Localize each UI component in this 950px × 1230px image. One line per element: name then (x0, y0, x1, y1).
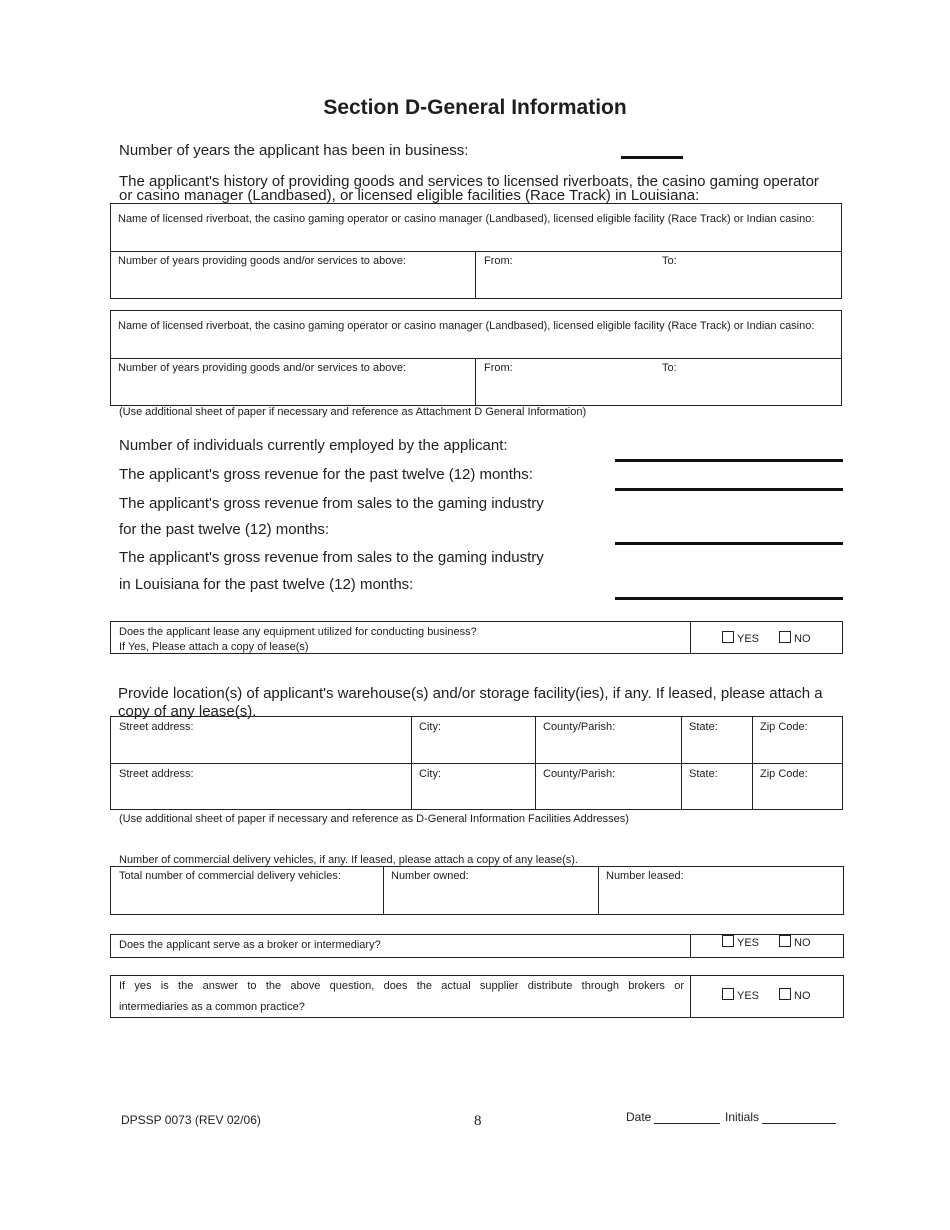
years-in-business-field[interactable] (621, 156, 683, 159)
broker-no-option[interactable]: NO (779, 935, 811, 949)
checkbox-icon[interactable] (722, 935, 734, 947)
history-years-label: Number of years providing goods and/or services to above: (118, 255, 406, 267)
history-name-label: Name of licensed riverboat, the casino gaming operator or casino manager (Landbased), licensed eligible facility (Race Track) or Indian casino: (118, 320, 815, 332)
la-revenue-field[interactable] (615, 597, 843, 600)
checkbox-icon[interactable] (779, 935, 791, 947)
employees-label: Number of individuals currently employed by the applicant: (119, 437, 508, 454)
state-label: State: (689, 721, 718, 733)
date-field[interactable] (654, 1123, 720, 1124)
lease-no-option[interactable]: NO (779, 631, 811, 645)
la-revenue-label-line1: The applicant's gross revenue from sales to the gaming industry (119, 549, 544, 566)
gross-revenue-field[interactable] (615, 488, 843, 491)
history-intro: The applicant's history of providing goods and services to licensed riverboats, the casino gaming operator or casino manager (Landbased), or licensed eligible facilities (Race Track) in Louisiana: (119, 173, 819, 204)
history-to-field[interactable] (662, 379, 832, 403)
warehouse-intro-line2: copy of any lease(s). (118, 703, 257, 720)
supplier-question-line1: If yes is the answer to the above question, does the actual supplier distribute through brokers or (119, 980, 684, 992)
page-title: Section D-General Information (323, 96, 627, 119)
city-label: City: (419, 721, 441, 733)
lease-question-line2: If Yes, Please attach a copy of lease(s) (119, 641, 309, 653)
history-to-label: To: (662, 362, 677, 374)
supplier-yes-option[interactable]: YES (722, 988, 759, 1002)
zip-label: Zip Code: (760, 721, 808, 733)
checkbox-icon[interactable] (779, 988, 791, 1000)
checkbox-icon[interactable] (722, 631, 734, 643)
supplier-no-option[interactable]: NO (779, 988, 811, 1002)
history-to-label: To: (662, 255, 677, 267)
zip-label: Zip Code: (760, 768, 808, 780)
history-name-label: Name of licensed riverboat, the casino gaming operator or casino manager (Landbased), licensed eligible facility (Race Track) or Indian casino: (118, 213, 815, 225)
initials-label: Initials (725, 1110, 760, 1124)
history-from-label: From: (484, 362, 513, 374)
history-from-field[interactable] (484, 272, 654, 296)
years-in-business-label: Number of years the applicant has been in business: (119, 142, 469, 159)
street-address-label: Street address: (119, 721, 194, 733)
lease-question-line1: Does the applicant lease any equipment utilized for conducting business? (119, 626, 477, 638)
history-years-field[interactable] (118, 272, 468, 296)
gaming-revenue-field[interactable] (615, 542, 843, 545)
initials-field[interactable] (762, 1123, 836, 1124)
page-number: 8 (474, 1113, 482, 1129)
address-note: (Use additional sheet of paper if necessary and reference as D-General Information Facilities Addresses) (119, 813, 629, 825)
city-label: City: (419, 768, 441, 780)
checkbox-icon[interactable] (779, 631, 791, 643)
history-years-field[interactable] (118, 379, 468, 403)
lease-yes-option[interactable]: YES (722, 631, 759, 645)
street-address-label: Street address: (119, 768, 194, 780)
broker-yes-option[interactable]: YES (722, 935, 759, 949)
date-label: Date (626, 1110, 652, 1124)
history-to-field[interactable] (662, 272, 832, 296)
warehouse-intro-line1: Provide location(s) of applicant's warehouse(s) and/or storage facility(ies), if any. If leased, please attach a (118, 685, 823, 702)
history-from-field[interactable] (484, 379, 654, 403)
owned-vehicles-label: Number owned: (391, 870, 469, 882)
history-years-label: Number of years providing goods and/or services to above: (118, 362, 406, 374)
supplier-question-line2: intermediaries as a common practice? (119, 1001, 305, 1013)
gaming-revenue-label-line1: The applicant's gross revenue from sales to the gaming industry (119, 495, 544, 512)
la-revenue-label-line2: in Louisiana for the past twelve (12) months: (119, 576, 414, 593)
total-vehicles-label: Total number of commercial delivery vehicles: (119, 870, 341, 882)
history-note: (Use additional sheet of paper if necessary and reference as Attachment D General Information) (119, 406, 587, 418)
broker-question: Does the applicant serve as a broker or intermediary? (119, 939, 381, 951)
county-label: County/Parish: (543, 721, 616, 733)
county-label: County/Parish: (543, 768, 616, 780)
state-label: State: (689, 768, 718, 780)
vehicles-intro: Number of commercial delivery vehicles, if any. If leased, please attach a copy of any lease(s). (119, 854, 578, 866)
leased-vehicles-label: Number leased: (606, 870, 684, 882)
employees-field[interactable] (615, 459, 843, 462)
history-from-label: From: (484, 255, 513, 267)
gaming-revenue-label-line2: for the past twelve (12) months: (119, 521, 330, 538)
gross-revenue-label: The applicant's gross revenue for the past twelve (12) months: (119, 466, 533, 483)
form-id: DPSSP 0073 (REV 02/06) (121, 1113, 261, 1127)
checkbox-icon[interactable] (722, 988, 734, 1000)
